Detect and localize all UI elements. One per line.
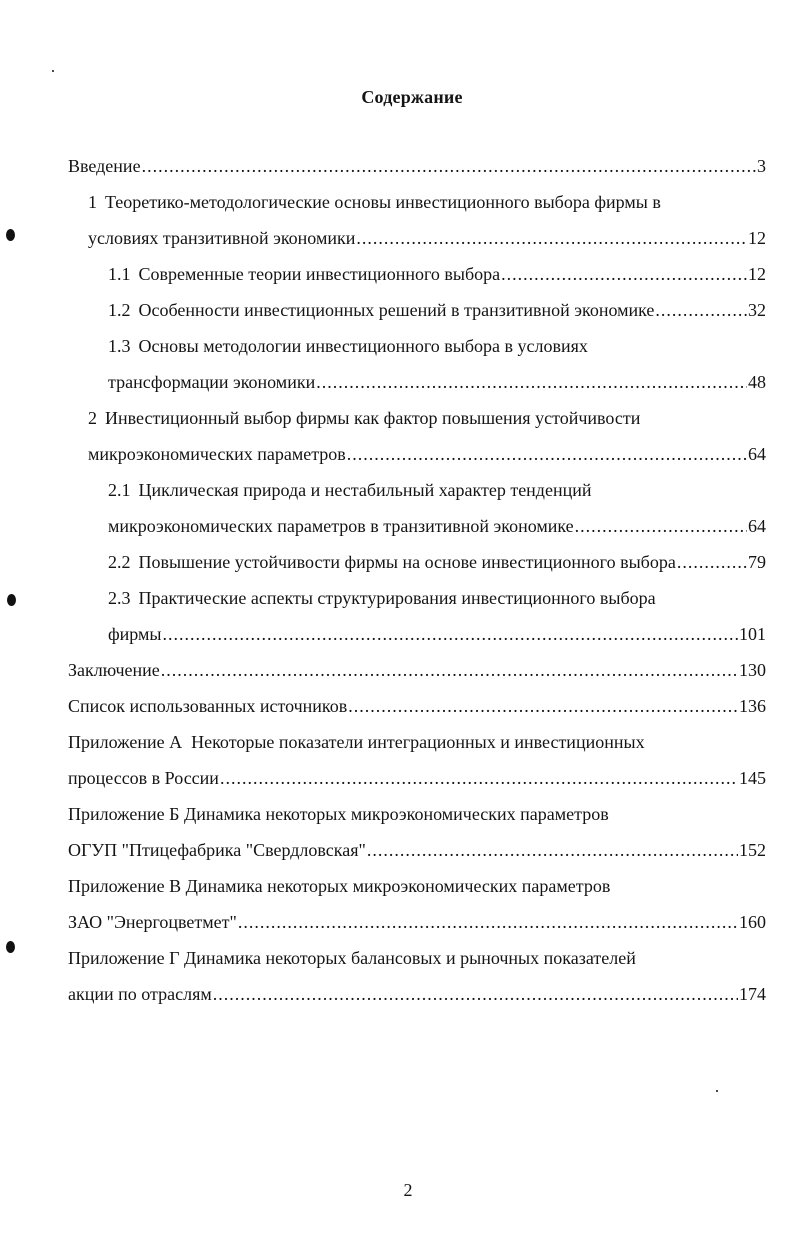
toc-entry-title: Теоретико-методологические основы инвестиционного выбора фирмы в (105, 192, 661, 212)
toc-entry-number: 1.3 (108, 336, 131, 356)
toc-entry-title: микроэкономических параметров (88, 444, 346, 464)
toc-entry-title: Приложение Г Динамика некоторых балансовых и рыночных показателей (68, 948, 636, 968)
toc-entry-page: 3 (757, 156, 766, 176)
leader-dots (238, 904, 738, 940)
toc-entry-page: 64 (748, 444, 766, 464)
toc-entry-title: процессов в России (68, 768, 219, 788)
toc-entry-title: ЗАО "Энергоцветмет" (68, 912, 237, 932)
leader-dots (677, 544, 747, 580)
toc-entry-section-2-3 (108, 580, 766, 616)
toc-entry-section-2-1-continued (108, 508, 766, 544)
toc-entry-section-2-2 (108, 544, 766, 580)
toc-entry-title: ОГУП "Птицефабрика "Свердловская" (68, 840, 366, 860)
toc-entry-introduction (68, 148, 766, 184)
toc-entry-page: 48 (748, 372, 766, 392)
toc-entry-title: Введение (68, 156, 141, 176)
toc-entry-title: Приложение Б Динамика некоторых микроэкономических параметров (68, 804, 609, 824)
toc-entry-page: 160 (739, 912, 766, 932)
toc-entry-page: 12 (748, 228, 766, 248)
toc-entry-title: Инвестиционный выбор фирмы как фактор повышения устойчивости (105, 408, 641, 428)
toc-entry-section-1-2 (108, 292, 766, 328)
leader-dots (367, 832, 738, 868)
toc-entry-title: Практические аспекты структурирования инвестиционного выбора (138, 588, 656, 608)
binding-hole-mark (6, 941, 15, 953)
leader-dots (213, 976, 738, 1012)
page-title: Содержание (361, 87, 463, 107)
toc-entry-page: 79 (748, 552, 766, 572)
toc-entry-title: Циклическая природа и нестабильный характер тенденций (138, 480, 592, 500)
toc-entry-page: 32 (748, 300, 766, 320)
toc-entry-appendix-b (68, 796, 766, 832)
toc-entry-appendix-v (68, 868, 766, 904)
toc-entry-appendix-a-continued (68, 760, 766, 796)
toc-entry-title: акции по отраслям (68, 984, 212, 1004)
toc-entry-chapter-1-continued (88, 220, 766, 256)
toc-entry-chapter-2-continued (88, 436, 766, 472)
toc-entry-title: Приложение А Некоторые показатели интеграционных и инвестиционных (68, 732, 645, 752)
toc-entry-number: 2.3 (108, 588, 131, 608)
toc-entry-chapter-1 (88, 184, 766, 220)
toc-entry-section-1-3-continued (108, 364, 766, 400)
leader-dots (356, 220, 747, 256)
binding-hole-mark (7, 594, 16, 606)
toc-entry-title: Современные теории инвестиционного выбора (138, 264, 501, 284)
toc-entry-title: Список использованных источников (68, 696, 348, 716)
toc-entry-title: Основы методологии инвестиционного выбора в условиях (138, 336, 588, 356)
toc-entry-page: 152 (739, 840, 766, 860)
toc-entry-title: микроэкономических параметров в транзитивной экономике (108, 516, 574, 536)
leader-dots (163, 616, 738, 652)
toc-entry-page: 130 (739, 660, 766, 680)
toc-entry-number: 1.1 (108, 264, 131, 284)
toc-entry-number: 2 (88, 408, 97, 428)
leader-dots (220, 760, 738, 796)
toc-entry-title: фирмы (108, 624, 162, 644)
toc-entry-number: 1 (88, 192, 97, 212)
toc-entry-section-2-1 (108, 472, 766, 508)
toc-entry-page: 64 (748, 516, 766, 536)
toc-entry-conclusion (68, 652, 766, 688)
toc-entry-appendix-g (68, 940, 766, 976)
leader-dots (316, 364, 747, 400)
leader-dots (347, 436, 747, 472)
speck-mark (52, 70, 54, 72)
speck-mark (716, 1090, 718, 1092)
leader-dots (655, 292, 747, 328)
binding-hole-mark (6, 229, 15, 241)
page-number: 2 (403, 1180, 413, 1200)
toc-entry-number: 2.1 (108, 480, 131, 500)
toc-entry-title: трансформации экономики (108, 372, 316, 392)
leader-dots (501, 256, 747, 292)
table-of-contents (68, 148, 766, 1012)
toc-entry-page: 174 (739, 984, 766, 1004)
leader-dots (575, 508, 747, 544)
toc-entry-title: Приложение В Динамика некоторых микроэкономических параметров (68, 876, 611, 896)
toc-entry-chapter-2 (88, 400, 766, 436)
toc-entry-appendix-a (68, 724, 766, 760)
toc-entry-appendix-v-continued (68, 904, 766, 940)
toc-entry-page: 136 (739, 696, 766, 716)
leader-dots (348, 688, 738, 724)
leader-dots (142, 148, 756, 184)
toc-entry-page: 101 (739, 624, 766, 644)
toc-entry-references (68, 688, 766, 724)
toc-entry-section-1-1 (108, 256, 766, 292)
toc-entry-title: условиях транзитивной экономики (88, 228, 356, 248)
toc-entry-page: 12 (748, 264, 766, 284)
toc-entry-title: Особенности инвестиционных решений в транзитивной экономике (138, 300, 655, 320)
toc-entry-section-1-3 (108, 328, 766, 364)
toc-entry-page: 145 (739, 768, 766, 788)
toc-entry-appendix-g-continued (68, 976, 766, 1012)
toc-entry-number: 2.2 (108, 552, 131, 572)
toc-entry-title: Заключение (68, 660, 160, 680)
toc-entry-section-2-3-continued (108, 616, 766, 652)
leader-dots (161, 652, 738, 688)
toc-entry-appendix-b-continued (68, 832, 766, 868)
toc-entry-number: 1.2 (108, 300, 131, 320)
toc-entry-title: Повышение устойчивости фирмы на основе инвестиционного выбора (138, 552, 676, 572)
